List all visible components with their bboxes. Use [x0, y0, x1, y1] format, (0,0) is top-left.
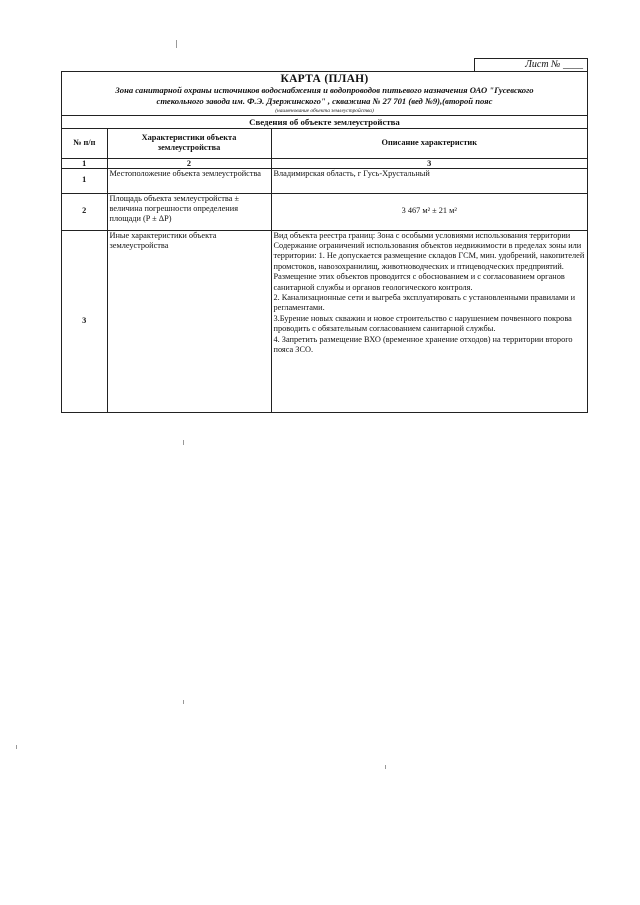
- header-characteristics: Характеристики объекта землеустройства: [107, 129, 271, 158]
- object-name-caption: (наименование объекта землеустройства): [62, 108, 587, 116]
- document-subtitle-line1: Зона санитарной охраны источников водоснабжения и водопроводов питьевого назначения ОАО "Гусевского: [115, 85, 534, 95]
- table-row: [62, 168, 587, 193]
- description-line: 3.Бурение новых скважин и новое строительство с нарушением почвенного покрова проводить с обязательным согласованием санитарной службы.: [273, 313, 572, 334]
- row-description: [271, 230, 587, 412]
- row-number: 3: [62, 230, 107, 412]
- table-row: [62, 230, 587, 412]
- scan-artifact: [16, 745, 17, 749]
- sheet-number-label: Лист № ____: [525, 59, 583, 70]
- row-characteristic: Местоположение объекта землеустройства: [107, 168, 271, 193]
- table-header-row: [62, 129, 587, 158]
- description-line: Вид объекта реестра границ: Зона с особыми условиями использования территории: [273, 230, 571, 240]
- document-frame: [61, 71, 588, 413]
- scan-artifact: [385, 765, 386, 769]
- row-description: 3 467 м² ± 21 м²: [271, 193, 587, 230]
- index-cell: 2: [107, 158, 271, 168]
- row-number: 2: [62, 193, 107, 230]
- scan-artifact: [183, 700, 184, 704]
- table-row: [62, 193, 587, 230]
- scan-artifact: [176, 40, 177, 48]
- row-description: Владимирская область, г Гусь-Хрустальный: [271, 168, 587, 193]
- header-description: Описание характеристик: [271, 129, 587, 158]
- object-info-table: [62, 129, 587, 412]
- header-num: № п/п: [62, 129, 107, 158]
- row-number: 1: [62, 168, 107, 193]
- scan-artifact: [183, 440, 184, 445]
- row-characteristic: Иные характеристики объекта землеустройства: [107, 230, 271, 412]
- description-line: 2. Канализационные сети и выгреба эксплуатировать с установленными правилами и регламентами.: [273, 292, 576, 313]
- description-line: Содержание ограничений использования объектов недвижимости в пределах зоны или территории: 1. Не допускается размещение складов ГСМ, мин. удобрений, накопителей промстоков, навозохранилищ, животноводческих и птицеводческих предприятий. Размещение этих объектов проводится с обоснованием и с согласованием органов санитарной службы и органов геологического контроля.: [273, 240, 585, 292]
- document-subtitle-line2: стекольного завода им. Ф.Э. Дзержинского" , скважина № 27 701 (вед №9),(второй пояс: [156, 96, 493, 106]
- document-title: КАРТА (ПЛАН): [280, 73, 369, 85]
- index-cell: 3: [271, 158, 587, 168]
- row-characteristic: Площадь объекта землеустройства ± величина погрешности определения площади (P ± ΔP): [107, 193, 271, 230]
- description-line: 4. Запретить размещение ВХО (временное хранение отходов) на территории второго пояса ЗСО.: [273, 334, 573, 354]
- section-title: Сведения об объекте землеустройства: [62, 116, 587, 129]
- table-index-row: [62, 158, 587, 168]
- index-cell: 1: [62, 158, 107, 168]
- sheet-number-box: [474, 58, 588, 72]
